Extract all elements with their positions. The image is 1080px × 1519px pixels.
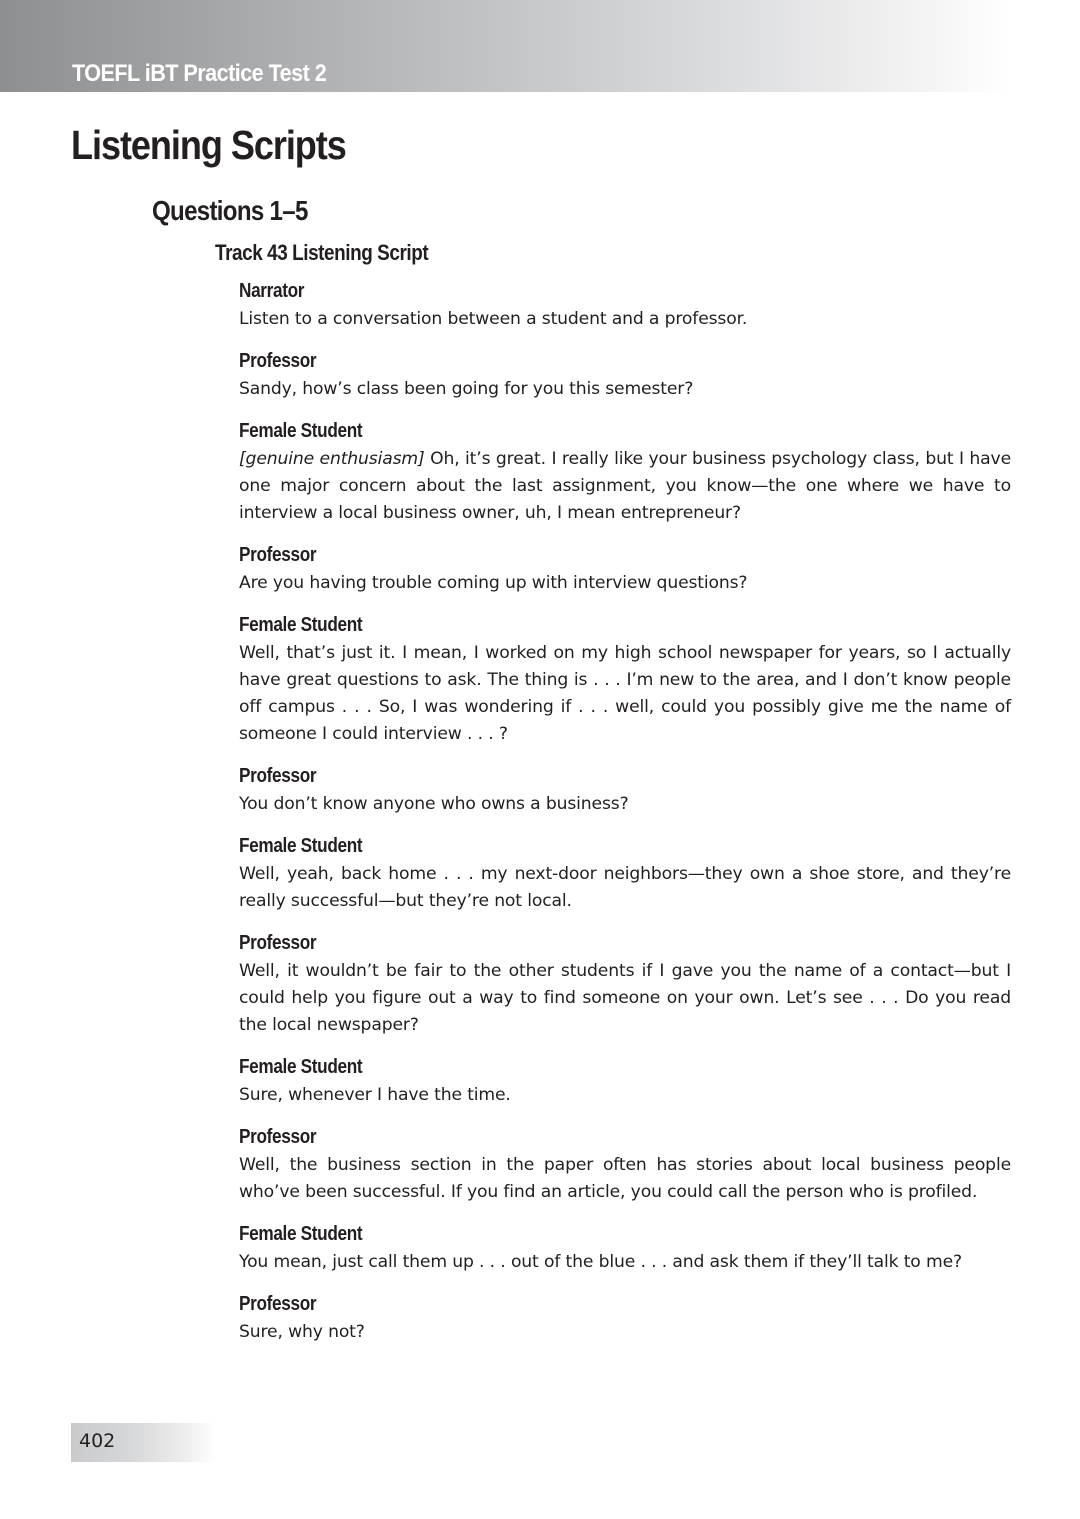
speaker-label: Female Student xyxy=(239,1223,363,1245)
track-title: Track 43 Listening Script xyxy=(215,240,429,265)
speech-text: Listen to a conversation between a student and a professor. xyxy=(239,309,748,329)
script-turn xyxy=(239,1291,1011,1346)
header-band xyxy=(0,0,1012,92)
speaker-label: Professor xyxy=(239,932,317,954)
speech-text: Are you having trouble coming up with interview questions? xyxy=(239,573,748,593)
stage-direction: [genuine enthusiasm] xyxy=(239,449,425,469)
script-turn xyxy=(239,833,1011,915)
speech-text: Well, that’s just it. I mean, I worked on my high school newspaper for years, so I actually have great questions to ask. The thing is . . . I’m new to the area, and I don’t know people off campus . . . So, I was wondering if . . . well, could you possibly give me the name of someone I could interview . . . ? xyxy=(239,643,1011,744)
speech-text: Well, the business section in the paper often has stories about local business people who’ve been successful. If you find an article, you could call the person who is profiled. xyxy=(239,1155,1011,1202)
speaker-label: Female Student xyxy=(239,420,363,442)
speech-text: Well, it wouldn’t be fair to the other students if I gave you the name of a contact—but I could help you figure out a way to find someone on your own. Let’s see . . . Do you read the local newspaper? xyxy=(239,961,1011,1035)
speaker-label: Professor xyxy=(239,350,317,372)
script-turn xyxy=(239,1221,1011,1276)
script-turn xyxy=(239,418,1011,527)
page-title: Listening Scripts xyxy=(71,122,346,168)
speech-text: You mean, just call them up . . . out of the blue . . . and ask them if they’ll talk to me? xyxy=(239,1252,962,1272)
script-turn xyxy=(239,348,1011,403)
script-turn xyxy=(239,930,1011,1039)
speaker-label: Professor xyxy=(239,1293,317,1315)
speaker-label: Female Student xyxy=(239,1056,363,1078)
speaker-label: Professor xyxy=(239,1126,317,1148)
script-turn xyxy=(239,612,1011,748)
script-turn xyxy=(239,1054,1011,1109)
script-body xyxy=(239,278,1011,1361)
speaker-label: Professor xyxy=(239,544,317,566)
speech-text: Well, yeah, back home . . . my next-door neighbors—they own a shoe store, and they’re really successful—but they’re not local. xyxy=(239,864,1011,911)
speech-text: You don’t know anyone who owns a business? xyxy=(239,794,629,814)
script-turn xyxy=(239,278,1011,333)
running-head: TOEFL iBT Practice Test 2 xyxy=(72,60,327,87)
page-number-tab xyxy=(71,1423,216,1462)
speaker-label: Female Student xyxy=(239,835,363,857)
speech-text: Sandy, how’s class been going for you this semester? xyxy=(239,379,694,399)
page-number: 402 xyxy=(79,1430,116,1452)
speaker-label: Professor xyxy=(239,765,317,787)
speaker-label: Female Student xyxy=(239,614,363,636)
speech-text: Sure, whenever I have the time. xyxy=(239,1085,511,1105)
section-title: Questions 1–5 xyxy=(152,195,308,226)
script-turn xyxy=(239,763,1011,818)
speech-text: Sure, why not? xyxy=(239,1322,365,1342)
speech-text: [genuine enthusiasm] Oh, it’s great. I really like your business psychology class, but I have one major concern about the last assignment, you know—the one where we have to interview a local business owner, uh, I mean entrepreneur? xyxy=(239,449,1011,523)
script-turn xyxy=(239,542,1011,597)
speaker-label: Narrator xyxy=(239,280,305,302)
script-turn xyxy=(239,1124,1011,1206)
